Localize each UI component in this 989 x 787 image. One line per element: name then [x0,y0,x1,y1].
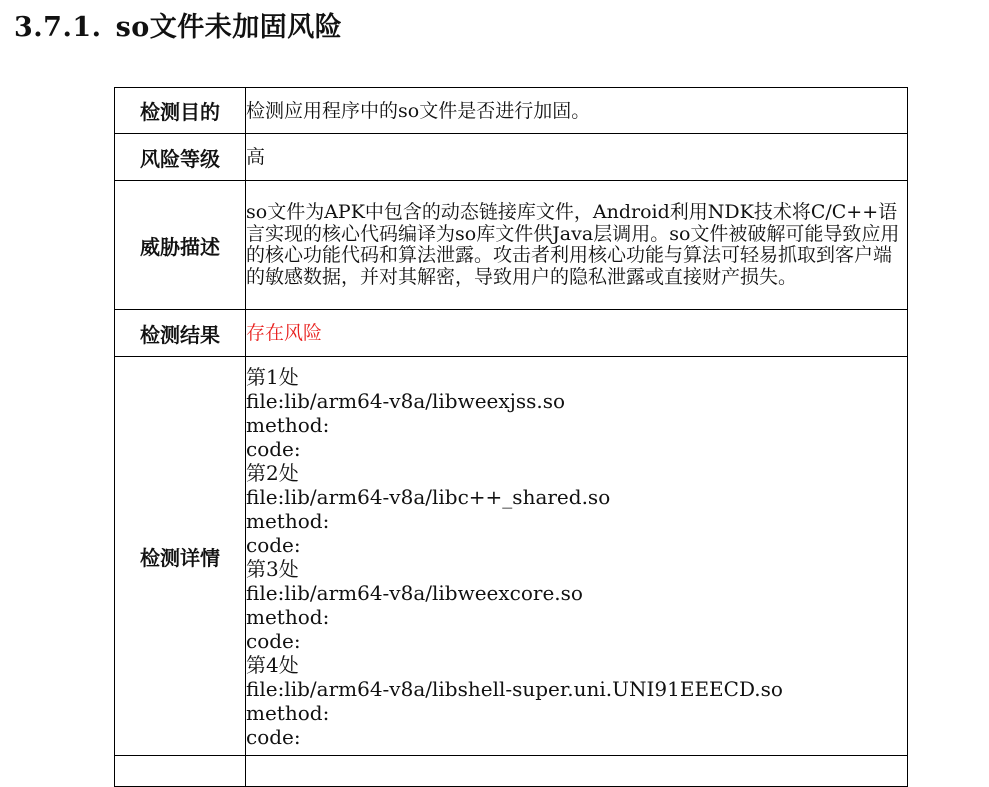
purpose-label: 检测目的 [115,88,246,134]
result-label: 检测结果 [115,310,246,357]
row-continued [115,756,908,787]
row-threat [115,181,908,310]
detail-label: 检测详情 [115,357,246,756]
threat-description: so文件为APK中包含的动态链接库文件，Android利用NDK技术将C/C++语言实现的核心代码编译为so库文件供Java层调用。so文件被破解可能导致应用的核心功能代码和算法泄露。攻击者利用核心功能与算法可轻易抓取到客户端的敏感数据，并对其解密，导致用户的隐私泄露或直接财产损失。 [246,181,908,310]
detail-line: 第1处 [246,365,299,389]
row-detail [115,357,908,756]
continued-label-cell [115,756,246,787]
detail-line: method: [246,701,330,725]
purpose-value: 检测应用程序中的so文件是否进行加固。 [246,88,908,134]
risk-report-table [114,87,908,787]
detail-line: file:lib/arm64-v8a/libshell-super.uni.UNI91EEECD.so [246,677,783,701]
detail-line: code: [246,437,301,461]
row-risk-level [115,134,908,181]
section-title: so文件未加固风险 [115,12,343,43]
detail-line: file:lib/arm64-v8a/libweexcore.so [246,581,583,605]
result-value: 存在风险 [246,310,908,357]
risk-level-label: 风险等级 [115,134,246,181]
continued-value-cell [246,756,908,787]
detail-line: 第3处 [246,557,299,581]
detail-list [246,357,908,756]
threat-label: 威胁描述 [115,181,246,310]
detail-line: code: [246,725,301,749]
section-heading [14,8,342,48]
detail-line: file:lib/arm64-v8a/libc++_shared.so [246,485,611,509]
detail-line: code: [246,629,301,653]
detail-line: 第4处 [246,653,299,677]
risk-level-value: 高 [246,134,908,181]
row-purpose [115,88,908,134]
detail-line: method: [246,413,330,437]
detail-line: method: [246,509,330,533]
detail-line: file:lib/arm64-v8a/libweexjss.so [246,389,566,413]
detail-line: method: [246,605,330,629]
row-result [115,310,908,357]
detail-line: code: [246,533,301,557]
section-number: 3.7.1. [14,12,102,43]
detail-line: 第2处 [246,461,299,485]
